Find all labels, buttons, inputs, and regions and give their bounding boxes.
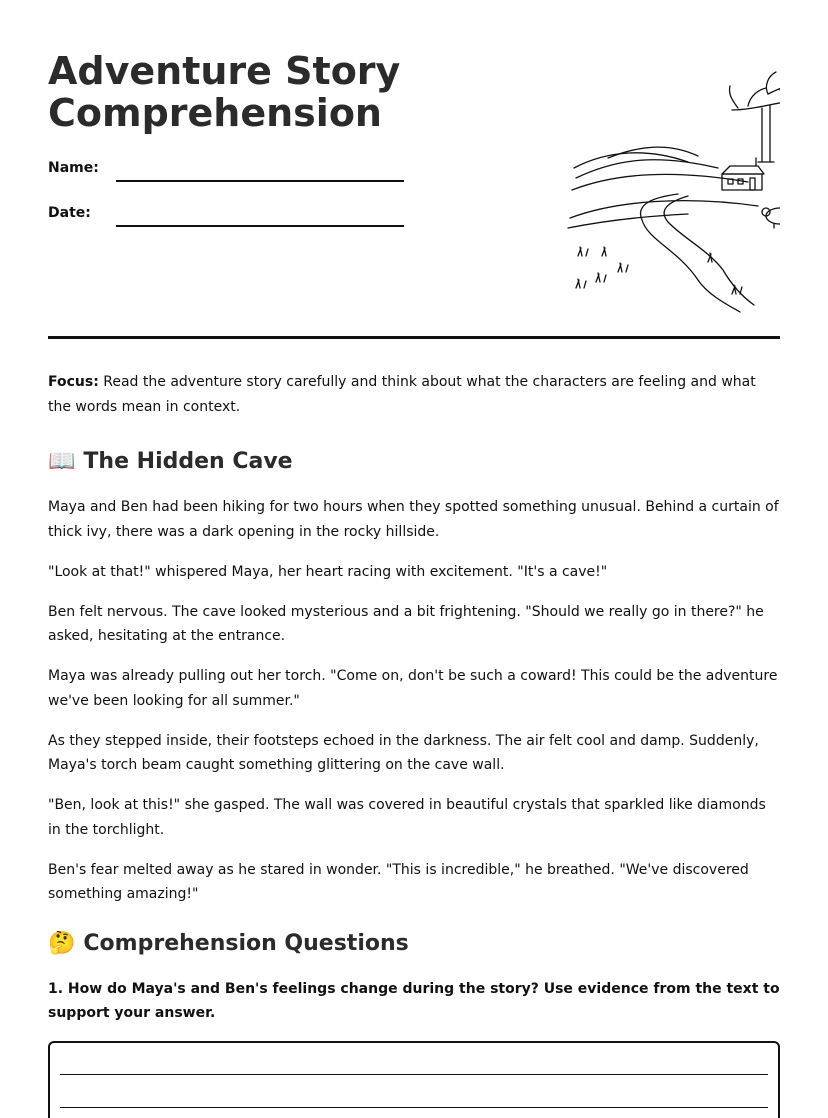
worksheet-header [48, 0, 780, 340]
questions-heading [48, 929, 780, 959]
thinking-face-icon: 🤔 [48, 930, 76, 956]
focus-note [48, 370, 780, 419]
book-icon: 📖 [48, 449, 76, 474]
answer-line [60, 1107, 768, 1108]
story-paragraph: Maya was already pulling out her torch. "Come on, don't be such a coward! This could be the adventure we've been looking for all summer." [48, 668, 778, 709]
story-paragraph: "Look at that!" whispered Maya, her heart racing with excitement. "It's a cave!" [48, 563, 608, 580]
date-label: Date: [48, 205, 91, 221]
questions-title: Comprehension Questions [83, 930, 409, 956]
question-1: 1. How do Maya's and Ben's feelings change during the story? Use evidence from the text to support your answer. [48, 980, 780, 1021]
landscape-illustration-icon [518, 50, 780, 314]
header-divider [48, 336, 780, 339]
focus-label: Focus: [48, 374, 99, 390]
name-label: Name: [48, 160, 99, 176]
story-title: The Hidden Cave [83, 449, 293, 474]
name-field[interactable] [116, 180, 404, 182]
worksheet-content [48, 370, 780, 1118]
story-paragraph: Ben felt nervous. The cave looked mysterious and a bit frightening. "Should we really go in there?" he asked, hesitating at the entrance. [48, 603, 764, 644]
date-field[interactable] [116, 225, 404, 227]
answer-box-1[interactable] [48, 1041, 780, 1118]
focus-text: Read the adventure story carefully and think about what the characters are feeling and what the words mean in context. [48, 374, 756, 415]
answer-line [60, 1074, 768, 1075]
story-paragraph: As they stepped inside, their footsteps echoed in the darkness. The air felt cool and damp. Suddenly, Maya's torch beam caught something glittering on the cave wall. [48, 732, 759, 773]
story-paragraph: "Ben, look at this!" she gasped. The wall was covered in beautiful crystals that sparkled like diamonds in the torchlight. [48, 797, 766, 838]
story-paragraph: Maya and Ben had been hiking for two hours when they spotted something unusual. Behind a curtain of thick ivy, there was a dark opening in the rocky hillside. [48, 499, 779, 540]
worksheet-title: Adventure Story Comprehension [48, 49, 401, 135]
story-heading [48, 447, 780, 477]
story-paragraph: Ben's fear melted away as he stared in wonder. "This is incredible," he breathed. "We've discovered something amazing!" [48, 861, 749, 902]
